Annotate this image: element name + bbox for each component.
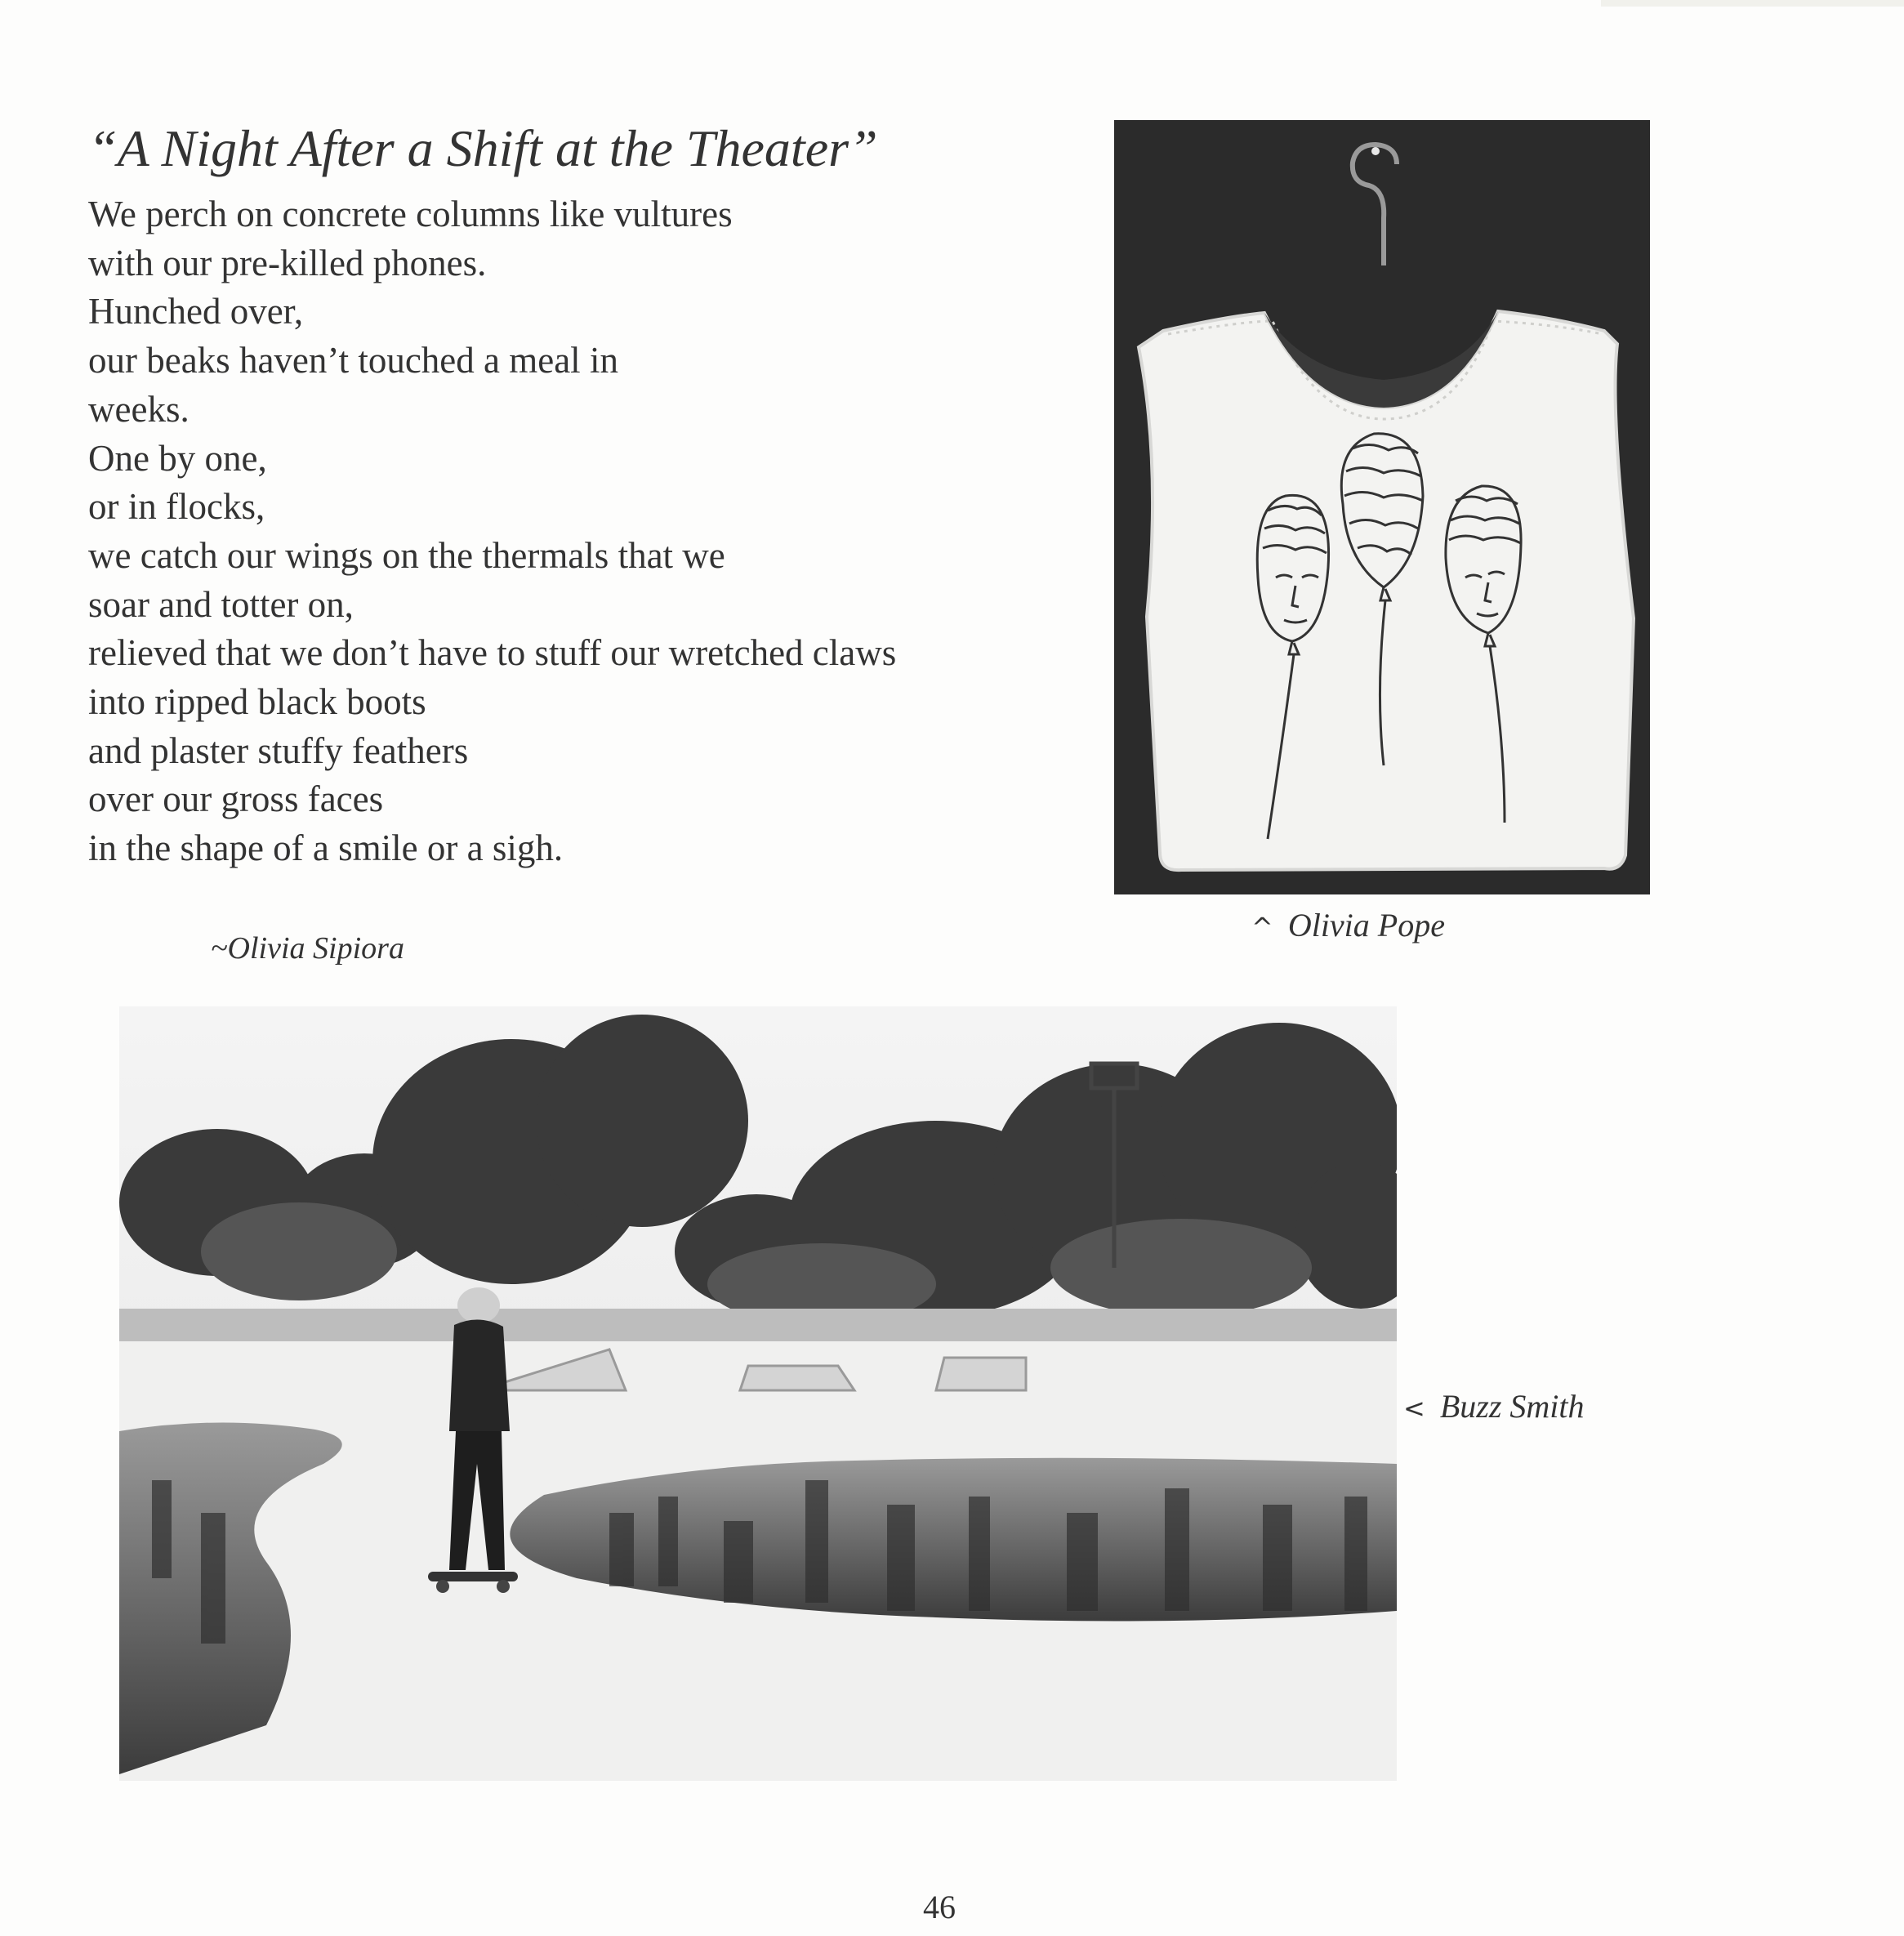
poem-line: weeks. [88, 388, 190, 430]
poem-line: in the shape of a smile or a sigh. [88, 827, 564, 869]
skate-collage-photo [119, 1006, 1397, 1781]
shirt-artwork-photo [1114, 120, 1650, 894]
poem-line: with our pre-killed phones. [88, 242, 487, 283]
poem-author: ~Olivia Sipiora [211, 931, 404, 966]
poem-body [88, 190, 896, 873]
poem-line: or in flocks, [88, 486, 265, 528]
shirt-artist-name: Olivia Pope [1287, 907, 1445, 943]
poem-line: into ripped black boots [88, 681, 426, 723]
poem-line: our beaks haven’t touched a meal in [88, 340, 618, 381]
skate-artist-name: Buzz Smith [1439, 1388, 1585, 1425]
poem-line: relieved that we don’t have to stuff our wretched claws [88, 632, 897, 674]
poem-line: we catch our wings on the thermals that we [88, 534, 725, 576]
caption-up-arrow-icon: ^ [1251, 912, 1273, 943]
shirt-illustration [1114, 120, 1650, 894]
caption-left-arrow-icon: < [1403, 1393, 1425, 1424]
page-number: 46 [923, 1889, 956, 1925]
shirt-artwork-caption [1251, 905, 1445, 948]
poem-line: Hunched over, [88, 291, 304, 332]
poem-title: “A Night After a Shift at the Theater” [88, 119, 878, 177]
poem-line: and plaster stuffy feathers [88, 729, 469, 771]
skate-collage-illustration [119, 1006, 1397, 1781]
poem-line: One by one, [88, 437, 267, 479]
skate-artwork-caption [1403, 1386, 1585, 1429]
top-edge-strip [1601, 0, 1904, 7]
poem-line: over our gross faces [88, 778, 384, 820]
poem-line: We perch on concrete columns like vultures [88, 194, 733, 234]
poem-line: soar and totter on, [88, 583, 354, 625]
